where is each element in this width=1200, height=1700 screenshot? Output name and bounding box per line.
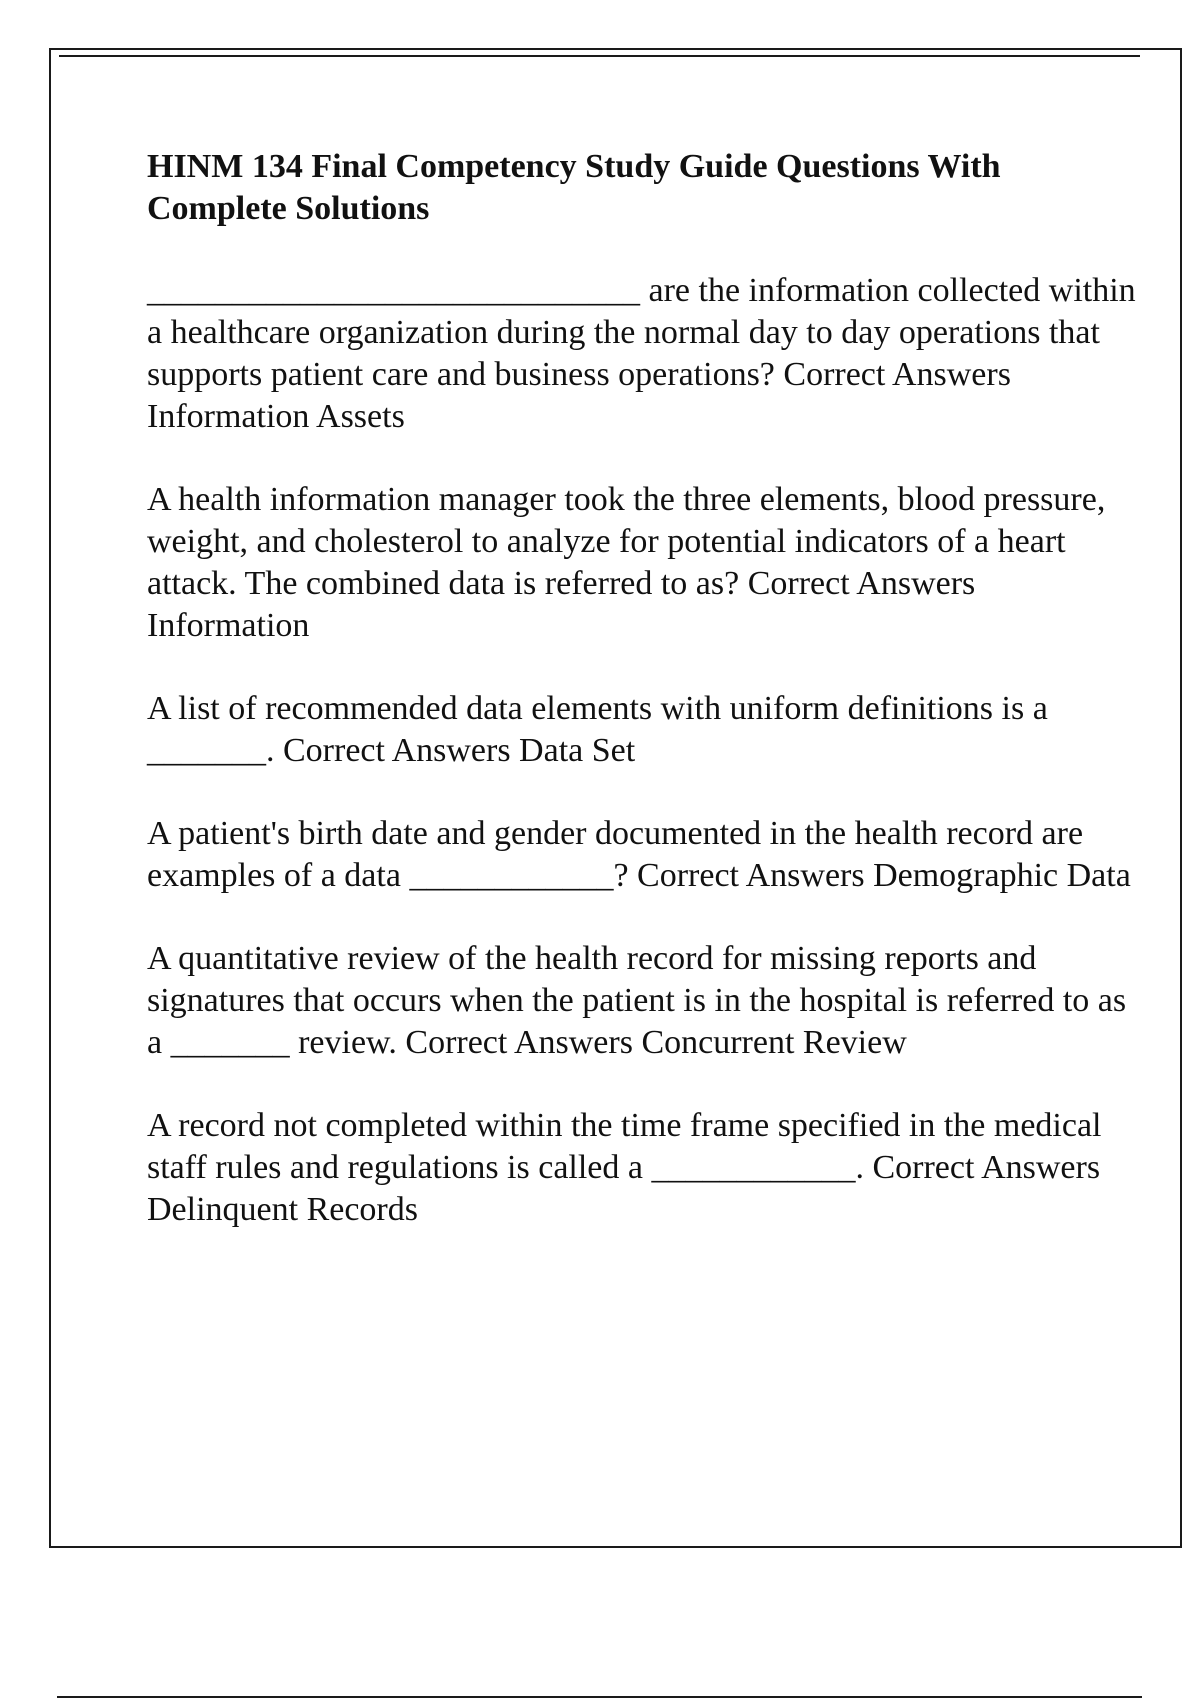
question-answer-3: A list of recommended data elements with uniform definitions is a _______. Correct Answers Data Set <box>147 690 1048 769</box>
question-answer-4: A patient's birth date and gender documented in the health record are examples of a data ____________? Correct Answers Demographic Data <box>147 815 1131 894</box>
question-answer-2: A health information manager took the three elements, blood pressure, weight, and cholesterol to analyze for potential indicators of a heart attack. The combined data is referred to as? Correct Answers Information <box>147 481 1106 644</box>
question-answer-5: A quantitative review of the health record for missing reports and signatures that occurs when the patient is in the hospital is referred to as a _______ review. Correct Answers Concurrent Review <box>147 940 1127 1061</box>
question-answer-6: A record not completed within the time frame specified in the medical staff rules and regulations is called a ____________. Correct Answers Delinquent Records <box>147 1107 1102 1228</box>
question-answer-1: _____________________________ are the information collected within a healthcare organization during the normal day to day operations that supports patient care and business operations? Correct Answers Information Assets <box>147 272 1136 435</box>
document-body <box>147 146 1137 1272</box>
bottom-divider <box>57 1696 1142 1698</box>
page-frame <box>49 48 1182 1548</box>
top-divider <box>59 55 1140 57</box>
document-title: HINM 134 Final Competency Study Guide Questions With Complete Solutions <box>147 148 1001 227</box>
